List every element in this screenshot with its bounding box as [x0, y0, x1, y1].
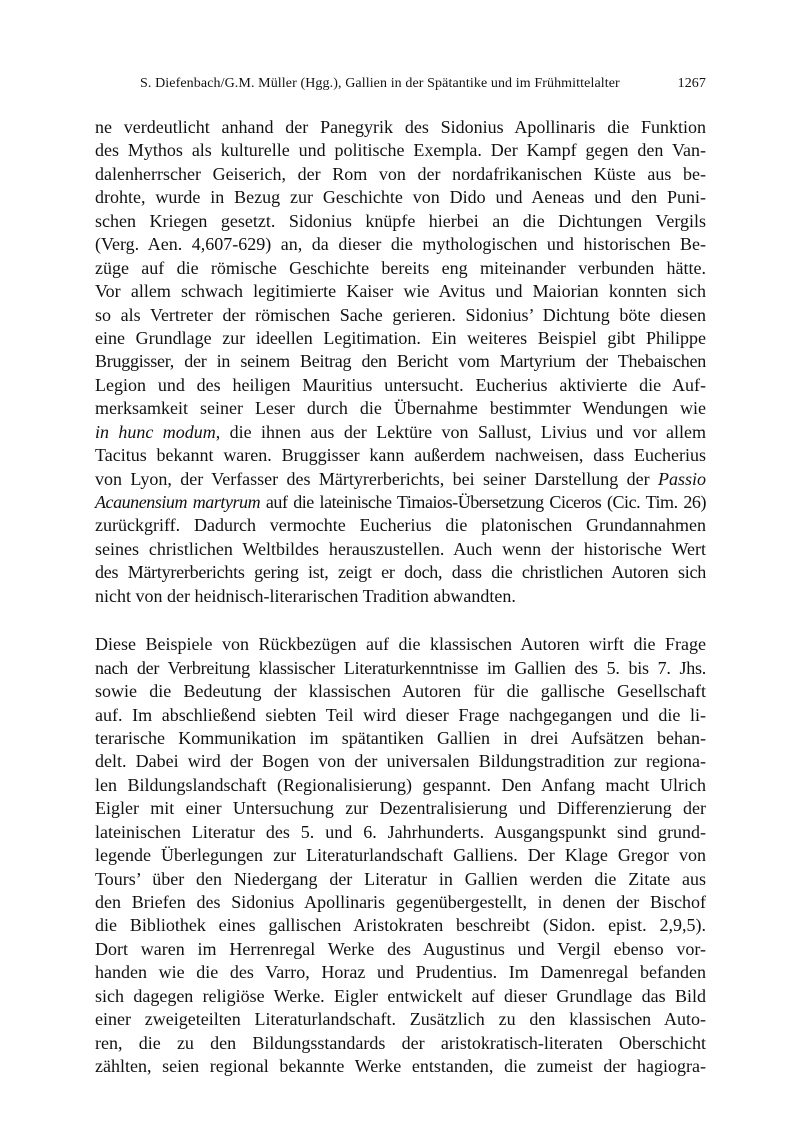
text-segment: Eigler mit einer Untersuchung zur Dezentralisierung und Differenzierung der	[95, 798, 706, 819]
text-line	[95, 891, 706, 914]
text-line	[95, 633, 706, 656]
text-line	[95, 1008, 706, 1031]
text-segment: zählten, seien regional bekannte Werke entstanden, die zumeist der hagiogra-	[95, 1056, 706, 1077]
text-line	[95, 421, 706, 444]
text-segment: zurückgriff. Dadurch vermochte Eucherius die platonischen Grundannahmen	[95, 515, 706, 536]
text-line	[95, 139, 706, 162]
text-line	[95, 491, 706, 514]
text-line	[95, 116, 706, 139]
text-line	[95, 280, 706, 303]
text-line	[95, 468, 706, 491]
text-line	[95, 961, 706, 984]
text-segment: merksamkeit seiner Leser durch die Übernahme bestimmter Wendungen wie	[95, 398, 706, 419]
text-segment: sich dagegen religiöse Werke. Eigler entwickelt auf dieser Grundlage das Bild	[95, 985, 706, 1006]
text-line	[95, 538, 706, 561]
body-text	[95, 116, 706, 1079]
text-line	[95, 257, 706, 280]
text-line	[95, 750, 706, 773]
text-segment: ne verdeutlicht anhand der Panegyrik des Sidonius Apollinaris die Funktion	[95, 117, 706, 137]
text-line	[95, 233, 706, 256]
text-line	[95, 1055, 706, 1078]
text-segment: (Verg. Aen. 4,607-629) an, da dieser die mythologischen und historischen Be-	[95, 234, 706, 255]
text-line	[95, 657, 706, 680]
text-segment: seines christlichen Weltbildes herauszustellen. Auch wenn der historische Wert	[95, 538, 706, 559]
text-segment: des Märtyrerberichts gering ist, zeigt er doch, dass die christlichen Autoren sich	[95, 562, 706, 583]
text-segment: sowie die Bedeutung der klassischen Autoren für die gallische Gesellschaft	[95, 681, 706, 702]
text-line	[95, 844, 706, 867]
text-segment: Tours’ über den Niedergang der Literatur in Gallien werden die Zitate aus	[95, 868, 706, 889]
paragraph-2	[95, 633, 706, 1078]
text-segment: Tacitus bekannt waren. Bruggisser kann außerdem nachweisen, dass Eucherius	[95, 445, 706, 466]
text-line	[95, 374, 706, 397]
text-segment: len Bildungslandschaft (Regionalisierung) gespannt. Den Anfang macht Ulrich	[95, 774, 706, 795]
text-segment: nicht von der heidnisch-literarischen Tradition abwandten.	[95, 585, 516, 606]
paragraph-1	[95, 116, 706, 608]
text-segment: handen wie die des Varro, Horaz und Prudentius. Im Damenregal befanden	[95, 962, 706, 983]
text-line	[95, 914, 706, 937]
text-segment: schen Kriegen gesetzt. Sidonius knüpfe hierbei an die Dichtungen Vergils	[95, 210, 706, 231]
text-line	[95, 797, 706, 820]
text-line	[95, 304, 706, 327]
text-line	[95, 561, 706, 584]
text-segment: , die ihnen aus der Lektüre von Sallust, Livius und vor allem	[215, 421, 706, 442]
text-line	[95, 680, 706, 703]
text-line	[95, 938, 706, 961]
text-line	[95, 514, 706, 537]
text-line	[95, 727, 706, 750]
text-line	[95, 868, 706, 891]
text-line	[95, 444, 706, 467]
text-segment: züge auf die römische Geschichte bereits eng miteinander verbunden hätte.	[95, 257, 706, 278]
text-line	[95, 327, 706, 350]
text-segment: legende Überlegungen zur Literaturlandschaft Galliens. Der Klage Gregor von	[95, 845, 706, 866]
text-segment: Legion und des heiligen Mauritius untersucht. Eucherius aktivierte die Auf-	[95, 374, 706, 395]
text-segment: von Lyon, der Verfasser des Märtyrerberichts, bei seiner Darstellung der	[95, 468, 658, 489]
text-segment: auf die lateinische Timaios-Übersetzung Ciceros (Cic. Tim. 26)	[260, 492, 706, 512]
italic-phrase: in hunc modum	[95, 421, 216, 442]
text-segment: die Bibliothek eines gallischen Aristokraten beschreibt (Sidon. epist. 2,9,5).	[95, 915, 706, 936]
text-line	[95, 350, 706, 373]
running-title: S. Diefenbach/G.M. Müller (Hgg.), Gallien in der Spätantike und im Frühmittelalter	[140, 76, 620, 91]
text-segment: nach der Verbreitung klassischer Literaturkenntnisse im Gallien des 5. bis 7. Jhs.	[95, 657, 706, 678]
text-segment: den Briefen des Sidonius Apollinaris gegenübergestellt, in denen der Bischof	[95, 892, 706, 912]
text-line	[95, 186, 706, 209]
text-segment: dalenherrscher Geiserich, der Rom von der nordafrikanischen Küste aus be-	[95, 163, 706, 184]
text-line	[95, 210, 706, 233]
page-number: 1267	[677, 76, 706, 91]
text-line	[95, 163, 706, 186]
text-segment: einer zweigeteilten Literaturlandschaft. Zusätzlich zu den klassischen Auto-	[95, 1009, 706, 1030]
text-segment: Diese Beispiele von Rückbezügen auf die klassischen Autoren wirft die Frage	[95, 634, 706, 655]
paragraph-gap	[95, 608, 706, 633]
text-line	[95, 585, 706, 608]
text-segment: Bruggisser, der in seinem Beitrag den Bericht vom Martyrium der Thebaischen	[95, 351, 706, 372]
text-line	[95, 704, 706, 727]
text-segment: terarische Kommunikation im spätantiken Gallien in drei Aufsätzen behan-	[95, 727, 706, 748]
text-segment: so als Vertreter der römischen Sache gerieren. Sidonius’ Dichtung böte diesen	[95, 304, 706, 325]
italic-phrase: Passio	[657, 468, 706, 489]
text-line	[95, 821, 706, 844]
text-segment: Dort waren im Herrenregal Werke des Augustinus und Vergil ebenso vor-	[95, 938, 706, 959]
text-line	[95, 985, 706, 1008]
italic-phrase: Acaunensium martyrum	[95, 492, 261, 512]
text-segment: auf. Im abschließend siebten Teil wird dieser Frage nachgegangen und die li-	[95, 704, 706, 725]
text-segment: Vor allem schwach legitimierte Kaiser wie Avitus und Maiorian konnten sich	[95, 281, 706, 302]
text-segment: des Mythos als kulturelle und politische Exempla. Der Kampf gegen den Van-	[95, 140, 706, 161]
text-segment: ren, die zu den Bildungsstandards der aristokratisch-literaten Oberschicht	[95, 1032, 706, 1053]
text-segment: lateinischen Literatur des 5. und 6. Jahrhunderts. Ausgangspunkt sind grund-	[95, 821, 706, 842]
text-segment: eine Grundlage zur ideellen Legitimation. Ein weiteres Beispiel gibt Philippe	[95, 327, 706, 348]
text-segment: drohte, wurde in Bezug zur Geschichte von Dido und Aeneas und den Puni-	[95, 187, 706, 208]
text-line	[95, 397, 706, 420]
text-segment: delt. Dabei wird der Bogen von der universalen Bildungstradition zur regiona-	[95, 751, 706, 772]
text-line	[95, 1032, 706, 1055]
text-line	[95, 774, 706, 797]
